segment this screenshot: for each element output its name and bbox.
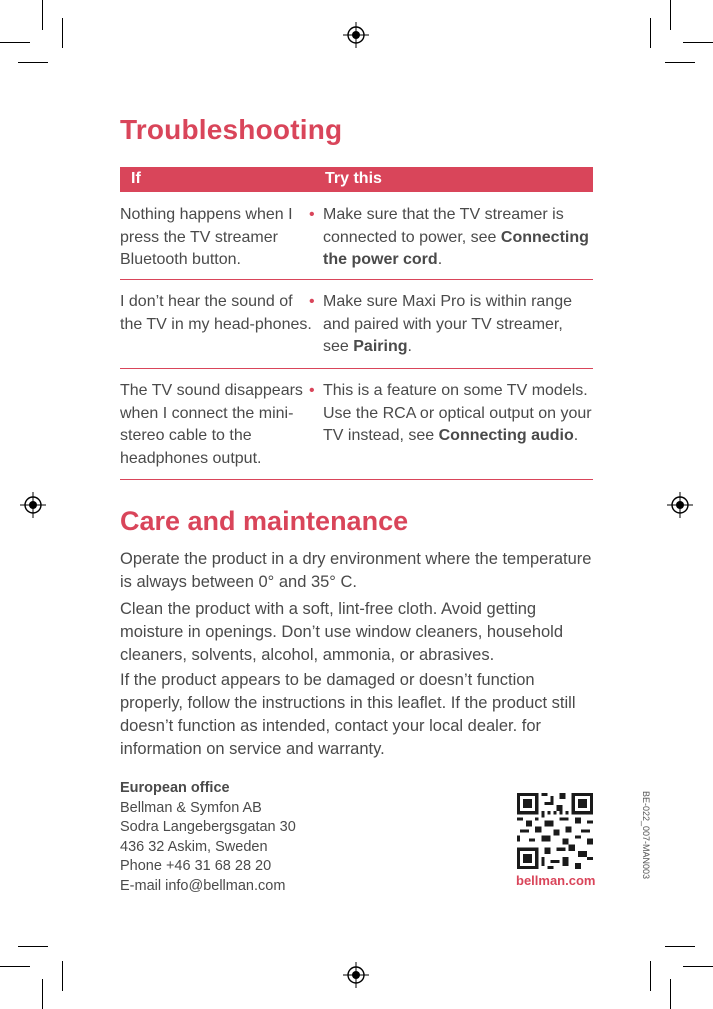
care-paragraph: If the product appears to be damaged or doesn’t function properly, follow the instructions in this leaflet. If the product still doesn’t function as intended, contact your local dealer. for information on service and warranty. (120, 671, 576, 758)
bullet-icon: • (309, 382, 315, 399)
care-title: Care and maintenance (120, 506, 409, 536)
table-header (120, 167, 593, 192)
cross-reference: Connecting audio (438, 427, 574, 444)
table-row (120, 291, 593, 369)
registration-mark-icon (343, 962, 369, 988)
crop-mark (62, 961, 63, 991)
email-address: E-mail info@bellman.com (120, 877, 286, 894)
crop-mark (0, 966, 30, 967)
qr-code-icon (517, 793, 593, 869)
crop-mark (18, 946, 48, 947)
problem-text: I don’t hear the sound of the TV in my head-phones. (120, 293, 312, 333)
crop-mark (18, 62, 48, 63)
crop-mark (665, 946, 695, 947)
cross-reference: Connecting the power cord (323, 228, 589, 268)
care-paragraph: Clean the product with a soft, lint-free cloth. Avoid getting moisture in openings. Don’t use window cleaners, household cleaners, solvents, alcohol, ammonia, or abrasives. (120, 600, 564, 664)
crop-mark (665, 62, 695, 63)
registration-mark-icon (343, 22, 369, 48)
crop-mark (650, 18, 651, 48)
website-link[interactable]: bellman.com (516, 873, 596, 888)
cross-reference: Pairing (353, 338, 408, 355)
crop-mark (670, 0, 671, 30)
care-paragraph: Operate the product in a dry environment where the temperature is always between 0° and 35° C. (120, 550, 592, 591)
company-name: Bellman & Symfon AB (120, 799, 262, 816)
problem-text: Nothing happens when I press the TV streamer Bluetooth button. (120, 206, 293, 268)
solution-text: • Make sure that the TV streamer is connected to power, see Connecting the power cord. (309, 206, 589, 268)
problem-text: The TV sound disappears when I connect the mini-stereo cable to the headphones output. (120, 382, 303, 467)
solution-text: • This is a feature on some TV models. Use the RCA or optical output on your TV instead, see Connecting audio. (309, 382, 592, 444)
bullet-icon: • (309, 293, 315, 310)
registration-mark-icon (667, 492, 693, 518)
city-address: 436 32 Askim, Sweden (120, 838, 268, 855)
solution-text: • Make sure Maxi Pro is within range and paired with your TV streamer, see Pairing. (309, 293, 572, 355)
table-row (120, 204, 593, 280)
bullet-icon: • (309, 206, 315, 223)
crop-mark (42, 0, 43, 30)
registration-mark-icon (20, 492, 46, 518)
document-code: BE-022_007-MAN003 (641, 790, 652, 880)
phone-number: Phone +46 31 68 28 20 (120, 858, 272, 874)
office-address (120, 779, 296, 896)
crop-mark (650, 961, 651, 991)
crop-mark (670, 979, 671, 1009)
street-address: Sodra Langebergsgatan 30 (120, 819, 296, 835)
column-header-if: If (131, 170, 141, 187)
troubleshooting-title: Troubleshooting (120, 114, 343, 145)
crop-mark (683, 42, 713, 43)
office-heading: European office (120, 780, 230, 796)
crop-mark (0, 42, 30, 43)
table-row (120, 380, 593, 480)
crop-mark (42, 979, 43, 1009)
crop-mark (62, 18, 63, 48)
column-header-try-this: Try this (325, 170, 382, 187)
crop-mark (683, 966, 713, 967)
